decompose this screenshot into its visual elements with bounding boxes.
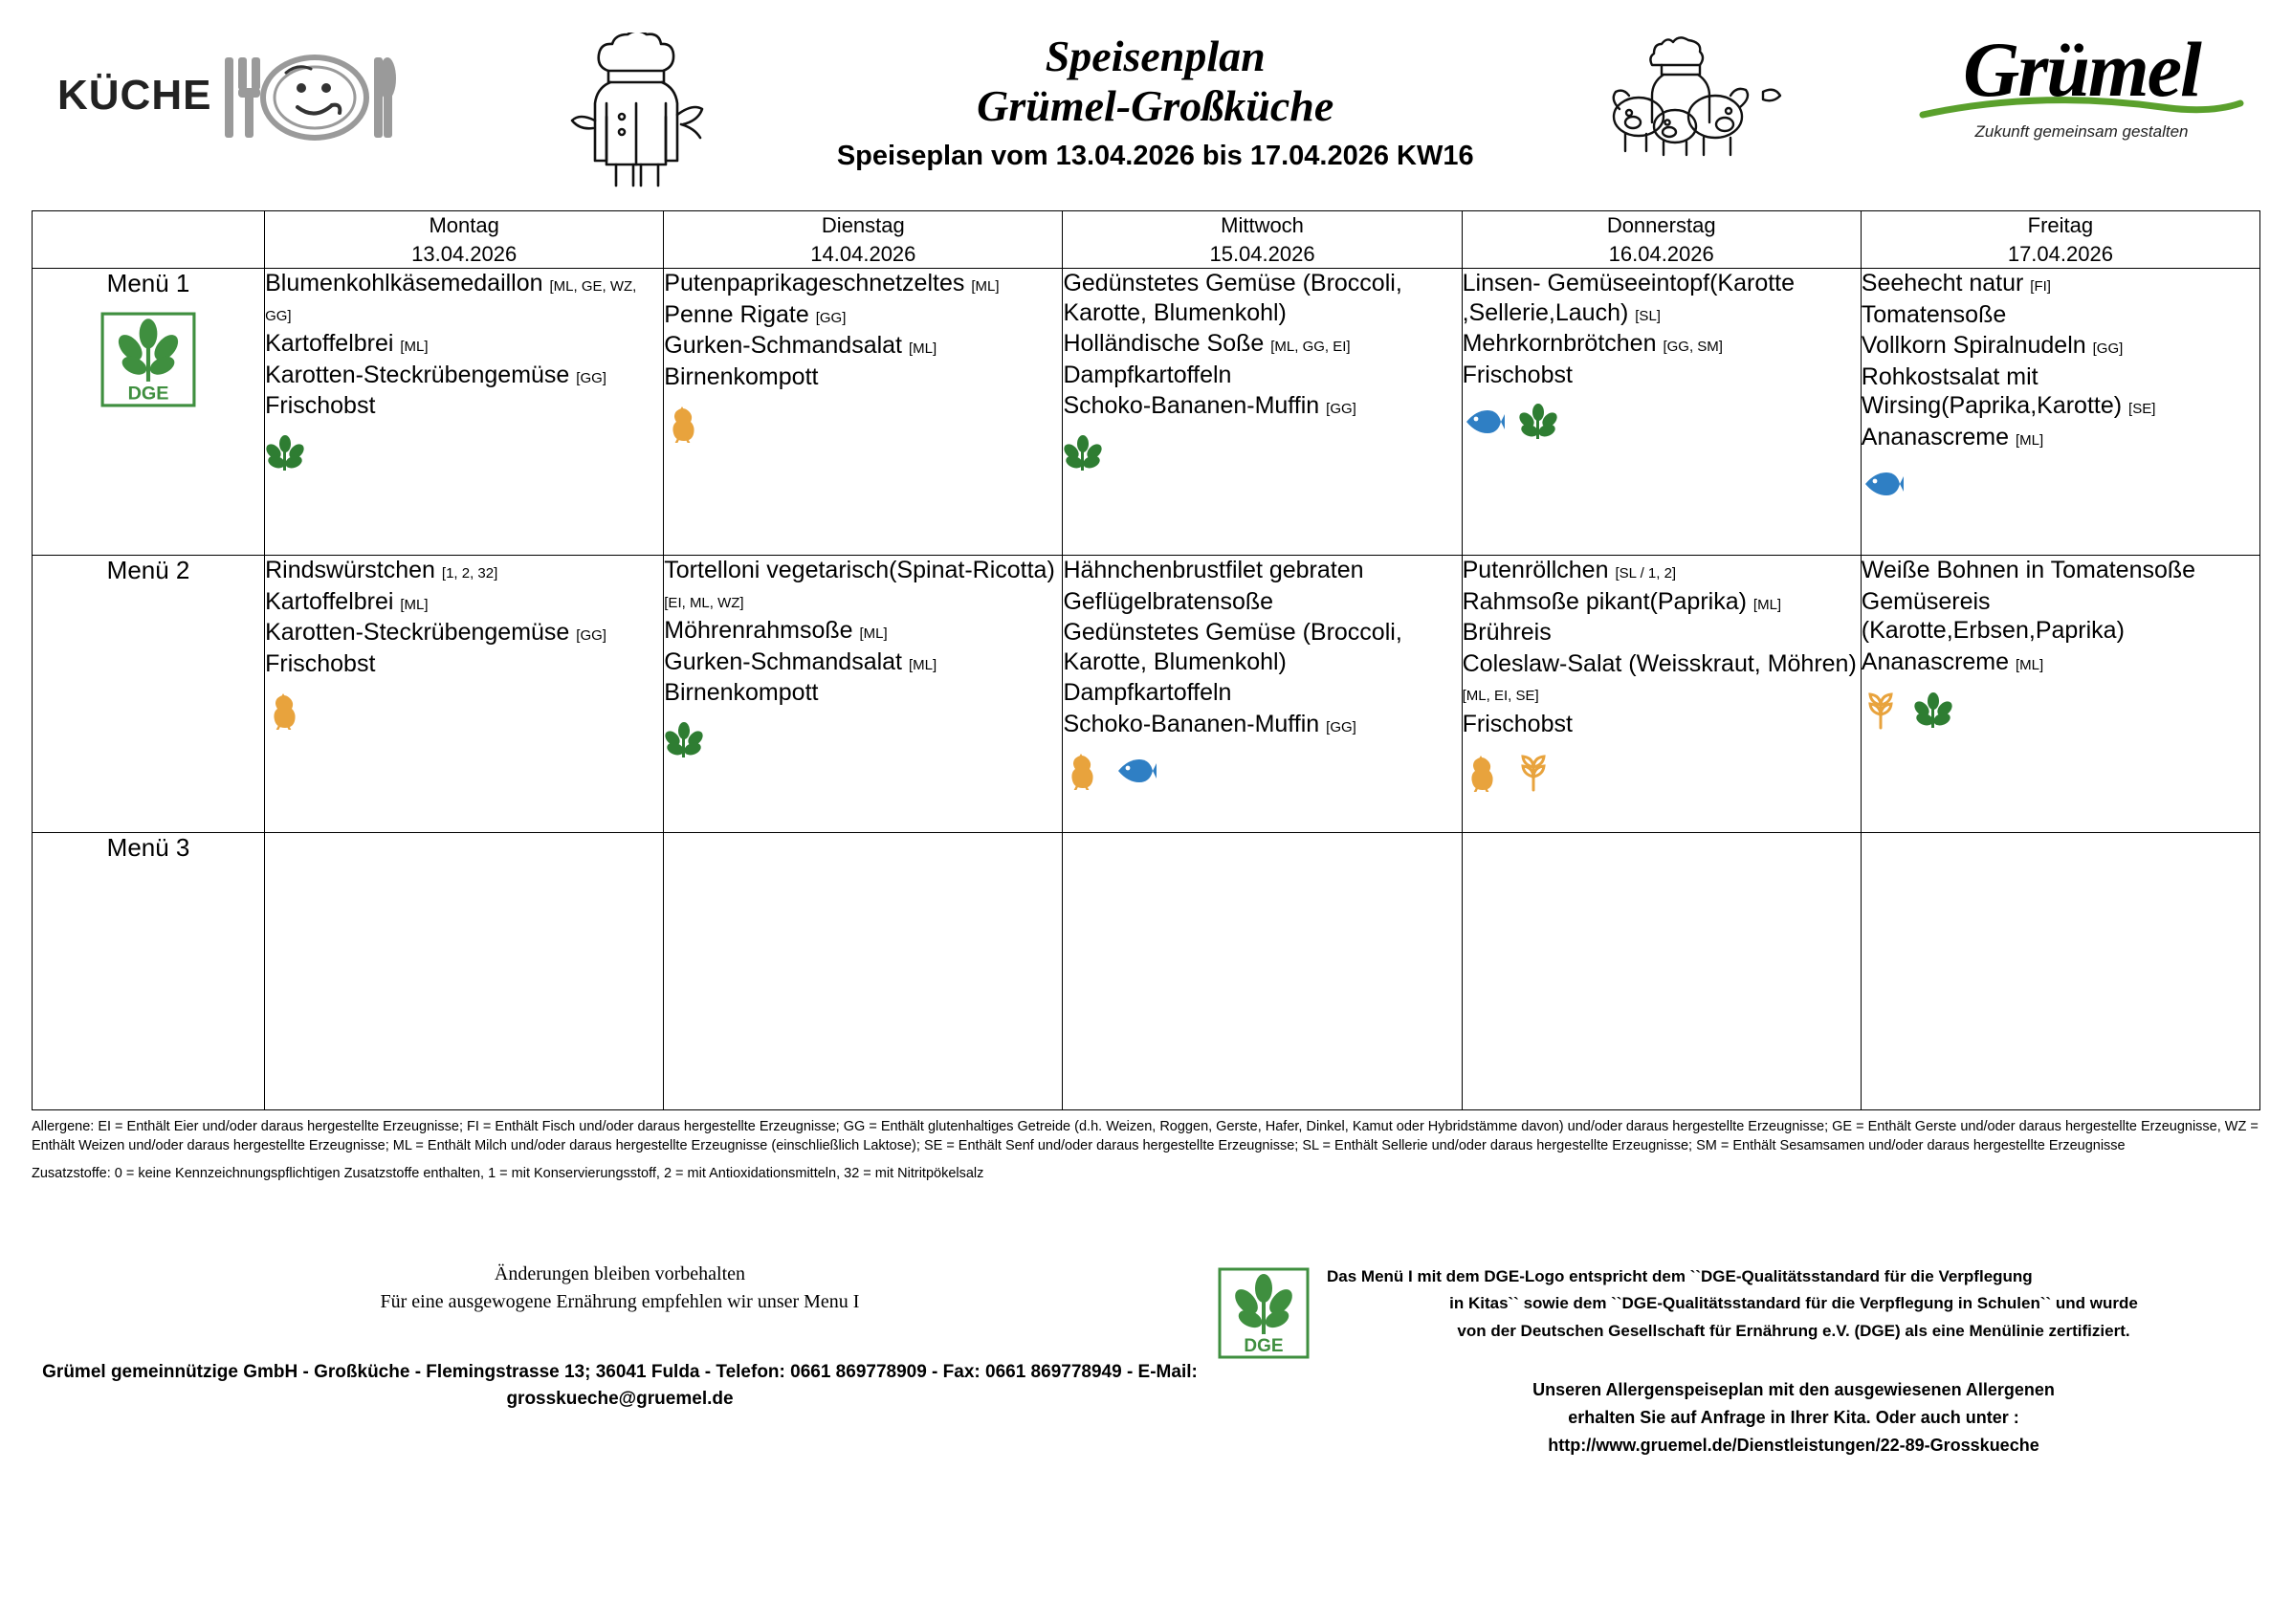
dish-item: Weiße Bohnen in Tomatensoße [1861,557,2196,584]
dish-item: Brühreis [1462,619,1552,647]
corner-cell [33,211,265,269]
fish-icon [1463,403,1505,449]
menu-cell [1861,269,2259,556]
dish-item: Kartoffelbrei [ML] [265,330,429,358]
allergen-code: [GG] [1326,401,1356,418]
dish-item: Geflügelbratensoße [1063,587,1274,615]
company-contact-line: Grümel gemeinnützige GmbH - Großküche - Flemingstrasse 13; 36041 Fulda - Telefon: 0661 869778909 - Fax: 0661 869778949 - E-Mail: grosskueche@gruemel.de [42,1361,1198,1409]
dish-item: Tomatensoße [1861,300,2007,328]
poultry-icon [1463,754,1501,800]
dish-item: Blumenkohlkäsemedaillon [ML, GE, WZ, GG] [265,270,637,324]
vegetarian-icon [1518,403,1558,449]
svg-text:DGE: DGE [127,384,169,406]
additives-legend: Zusatzstoffe: 0 = keine Kennzeichnungspflichtigen Zusatzstoffe enthalten, 1 = mit Konservierungsstoff, 2 = mit Antioxidationsmitteln, 32 = mit Nitritpökelsalz [32,1165,984,1181]
dish-item: Ananascreme [ML] [1861,423,2044,450]
diet-icons [265,434,663,480]
dish-item: Seehecht natur [FI] [1861,270,2051,297]
menu-label-text: Menü 2 [106,556,190,585]
menu-row [33,269,2260,556]
menu-cell [265,556,664,833]
diet-icons [1063,752,1461,798]
dish-item: Tortelloni vegetarisch(Spinat-Ricotta) [EI, ML, WZ] [664,557,1055,611]
svg-text:DGE: DGE [1244,1335,1284,1356]
dish-item: Hähnchenbrustfilet gebraten [1063,557,1364,584]
table-header-row [33,211,2260,269]
title-line-3: Speiseplan vom 13.04.2026 bis 17.04.2026 KW16 [836,141,1474,172]
dish-item: Dampfkartoffeln [1063,361,1232,388]
day-date: 17.04.2026 [2007,241,2113,266]
day-header-freitag [1861,211,2259,269]
menu-cell [1861,556,2259,833]
allergen-code: [GG] [1326,718,1356,735]
dish-item: Frischobst [265,392,376,420]
dish-item: Rohkostsalat mit Wirsing(Paprika,Karotte) [SE] [1861,362,2156,420]
day-header-donnerstag [1462,211,1861,269]
diet-icons [1862,690,2259,737]
dish-item: Coleslaw-Salat (Weisskraut, Möhren) [ML, EI, SE] [1462,649,1857,705]
dish-item: Karotten-Steckrübengemüse [GG] [265,619,606,647]
diet-icons [664,721,1062,767]
allergen-code: [ML, EI, SE] [1462,688,1539,705]
day-date: 14.04.2026 [810,241,916,266]
dish-item: Möhrenrahmsoße [ML] [664,617,888,645]
dish-item: Frischobst [265,649,376,677]
dish-item: Putenröllchen [SL / 1, 2] [1462,557,1677,584]
gruemel-brand-word: Grümel [1963,26,2200,113]
allergen-note-line-1: Unseren Allergenspeiseplan mit den ausgewiesenen Allergenen [1532,1380,2055,1400]
dish-item: Schoko-Bananen-Muffin [GG] [1063,392,1356,420]
page-footer [32,1263,2260,1459]
vegetarian-icon [1913,691,1953,737]
dish-item: Gurken-Schmandsalat [ML] [664,647,937,675]
menu-row [33,833,2260,1110]
allergen-note-line-2: erhalten Sie auf Anfrage in Ihrer Kita. Oder auch unter : [1568,1407,2019,1427]
vegetarian-icon [664,721,704,767]
menu-cell [664,269,1063,556]
diet-icons [1463,403,1861,449]
dge-certification-note [1327,1263,2260,1347]
day-header-dienstag [664,211,1063,269]
allergen-code: [SL / 1, 2] [1615,565,1677,582]
dish-item: Dampfkartoffeln [1063,679,1232,707]
dish-item: Karotten-Steckrübengemüse [GG] [265,361,606,388]
allergen-code: [ML] [2015,431,2044,449]
dish-item: Ananascreme [ML] [1861,647,2044,675]
day-name: Freitag [2027,213,2094,237]
dge-logo [99,312,198,414]
menu-cell [1063,269,1462,556]
allergen-code: [GG] [576,369,606,386]
menu-cell [1063,556,1462,833]
allergen-code: [GG] [815,309,847,326]
page-header [0,0,2292,210]
day-date: 15.04.2026 [1209,241,1315,266]
dish-item: Kartoffelbrei [ML] [265,587,429,615]
day-date: 13.04.2026 [411,241,518,266]
menu-row [33,556,2260,833]
dish-item: Mehrkornbrötchen [GG, SM] [1462,330,1723,358]
dge-note-line-3: von der Deutschen Gesellschaft für Ernährung e.V. (DGE) als eine Menülinie zertifiziert. [1457,1322,2130,1341]
chef-cook-icon [566,33,710,200]
dish-item: Frischobst [1462,710,1573,737]
dge-note-line-1: Das Menü I mit dem DGE-Logo entspricht dem ``DGE-Qualitätsstandard für die Verpflegung [1327,1266,2033,1285]
allergen-code: [EI, ML, WZ] [664,594,744,611]
dish-item: Rindswürstchen [1, 2, 32] [265,557,498,584]
menu-row-label-cell [33,833,265,1110]
allergen-legend: Allergene: EI = Enthält Eier und/oder daraus hergestellte Erzeugnisse; FI = Enthält Fisch und/oder daraus hergestellte Erzeugnisse; GG = Enthält glutenhaltiges Getreide (d.h. Weizen, Roggen, Gerste, Hafer, Dinkel, Kamut oder Hybridstämme davon) und/oder daraus hergestellte Erzeugnisse; GE = Enthält Gerste und/oder daraus hergestellte Erzeugnisse, WZ = Enthält Weizen und/oder daraus hergestellte Erzeugnisse; ML = Enthält Milch und/oder daraus hergestellte Erzeugnisse (einschließlich Laktose); SE = Enthält Senf und/oder daraus hergestellte Erzeugnisse; SL = Enthält Sellerie und/oder daraus hergestellte Erzeugnisse; SM = Enthält Sesamsamen und/oder daraus hergestellte Erzeugnisse [32,1119,2259,1153]
menu-cell [1063,833,1462,1110]
day-date: 16.04.2026 [1608,241,1714,266]
dish-item: Gurken-Schmandsalat [ML] [664,332,937,360]
poultry-icon [265,691,303,737]
dge-logo [1218,1267,1310,1459]
allergen-plan-note [1327,1376,2260,1459]
diet-icons [1463,752,1861,800]
allergen-code: [ML] [400,596,429,613]
allergen-code: [GG] [576,627,606,645]
allergen-code: [ML, GE, WZ, GG] [265,278,637,324]
page-title [837,33,1474,172]
day-header-montag [265,211,664,269]
allergen-note-url[interactable]: http://www.gruemel.de/Dienstleistungen/22-89-Grosskueche [1548,1435,2039,1455]
kueche-logo [57,50,401,142]
title-line-1: Speisenplan [1045,32,1266,80]
menu-cell [1462,269,1861,556]
dish-item: Penne Rigate [GG] [664,300,847,328]
allergen-code: [ML] [400,339,429,356]
diet-icons [1862,465,2259,511]
footer-right [1208,1263,2260,1459]
menu-cell [265,269,664,556]
menu-cell [1462,833,1861,1110]
day-name: Montag [429,213,499,237]
vegetarian-icon [1063,434,1103,480]
dish-item: Gedünstetes Gemüse (Broccoli, Karotte, Blumenkohl) [1063,270,1402,326]
allergen-code: [ML] [859,625,888,643]
dish-item: Gemüsereis (Karotte,Erbsen,Paprika) [1861,587,2125,645]
fish-icon [1862,465,1904,511]
menu-cell [265,833,664,1110]
dish-item: Gedünstetes Gemüse (Broccoli, Karotte, Blumenkohl) [1063,619,1402,675]
menu-cell [1462,556,1861,833]
menu-label-text: Menü 3 [106,833,190,863]
allergen-code: [ML] [2015,656,2044,673]
footer-left [32,1263,1208,1414]
changes-note: Änderungen bleiben vorbehalten [494,1262,746,1284]
dish-item: Rahmsoße pikant(Paprika) [ML] [1462,587,1782,615]
dish-item: Linsen- Gemüseeintopf(Karotte ,Sellerie,Lauch) [SL] [1462,270,1796,326]
menu-table-body [33,269,2260,1110]
gruemel-brand-tagline: Zukunft gemeinsam gestalten [1974,121,2189,141]
dish-item: Frischobst [1462,361,1573,388]
plate-cutlery-face-icon [219,50,401,142]
menu-label-text: Menü 1 [106,269,190,298]
dish-item: Birnenkompott [664,679,819,707]
allergen-code: [ML] [971,278,1000,296]
diet-icons [265,691,663,737]
dish-item: Birnenkompott [664,362,819,390]
kueche-logo-text: KÜCHE [57,72,212,119]
day-header-mittwoch [1063,211,1462,269]
recommendation-note: Für eine ausgewogene Ernährung empfehlen wir unser Menu I [380,1290,860,1312]
menu-cell [664,556,1063,833]
vegetarian-icon [265,434,305,480]
menu-cell [664,833,1063,1110]
allergen-code: [1, 2, 32] [441,565,498,582]
day-name: Dienstag [821,213,905,237]
menu-row-label-cell [33,269,265,556]
gruemel-brand-logo [1919,26,2244,142]
day-name: Mittwoch [1221,213,1304,237]
grain-icon [1862,690,1900,737]
allergen-code: [GG, SM] [1663,339,1723,356]
allergen-code: [ML] [1752,596,1782,613]
allergen-code: [SL] [1635,307,1661,324]
menu-cell [1861,833,2259,1110]
poultry-icon [664,405,702,450]
dish-item: Holländische Soße [ML, GG, EI] [1063,330,1351,358]
poultry-icon [1063,752,1101,798]
dish-item: Putenpaprikageschnetzeltes [ML] [664,270,1000,297]
fish-icon [1114,752,1157,798]
dish-item: Vollkorn Spiralnudeln [GG] [1861,332,2124,360]
cows-group-icon [1600,34,1792,164]
allergen-code: [ML, GG, EI] [1270,339,1351,356]
allergen-code: [ML] [908,340,937,358]
allergen-code: [SE] [2128,401,2156,418]
allergen-code: [ML] [908,656,937,673]
allergen-code: [FI] [2030,278,2051,296]
title-line-2: Grümel-Großküche [977,80,1334,130]
dge-note-line-2: in Kitas`` sowie dem ``DGE-Qualitätsstandard für die Verpflegung in Schulen`` und wurde [1449,1294,2138,1313]
grain-icon [1514,752,1553,800]
menu-row-label-cell [33,556,265,833]
day-name: Donnerstag [1606,213,1716,237]
dish-item: Schoko-Bananen-Muffin [GG] [1063,710,1356,737]
diet-icons [664,405,1062,450]
menu-table [32,210,2260,1110]
diet-icons [1063,434,1461,480]
allergen-code: [GG] [2092,340,2124,358]
